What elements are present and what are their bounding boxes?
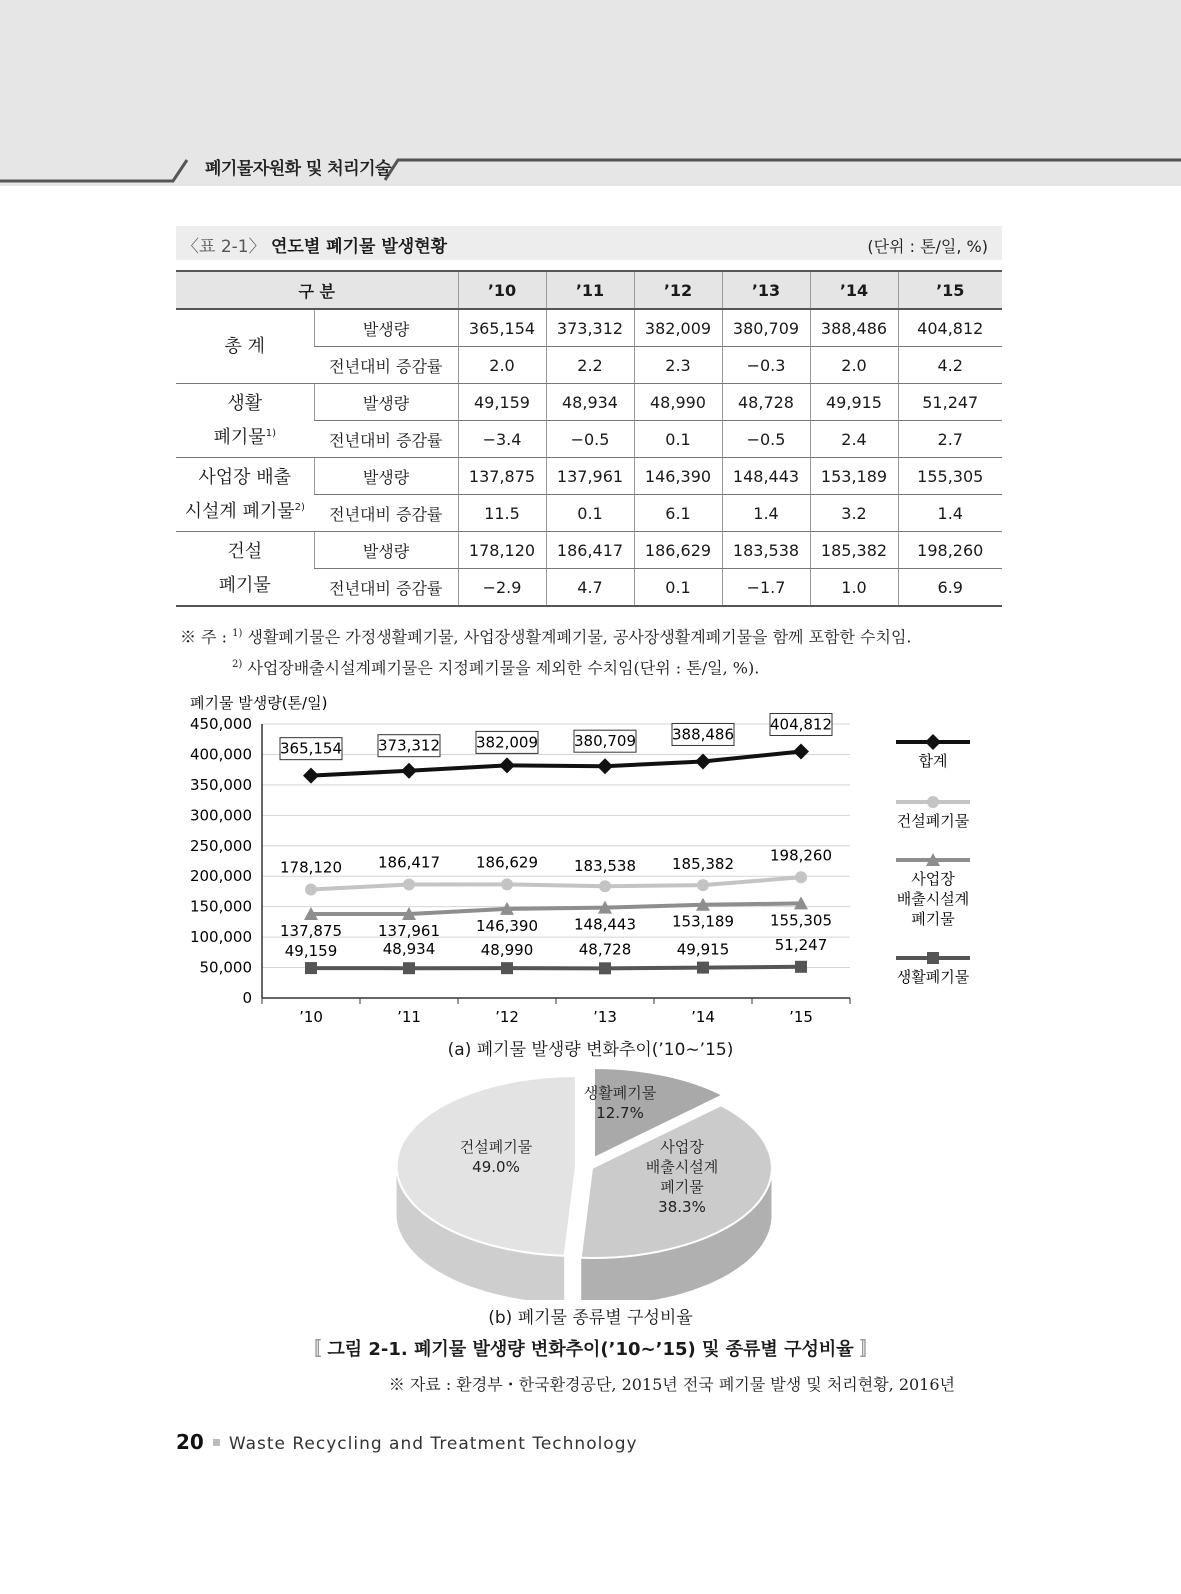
data-label: 178,120: [279, 858, 343, 877]
data-point: [305, 962, 317, 974]
line-chart: [176, 690, 1006, 1030]
row-category: 사업장 배출 시설계 폐기물$^{2)}$: [176, 458, 314, 532]
table-cell: 0.1: [634, 421, 722, 458]
table-cell: 2.3: [634, 347, 722, 384]
row-label: 전년대비 증감률: [314, 495, 458, 532]
legend-label: 배출시설계: [896, 890, 970, 908]
table-cell: −3.4: [458, 421, 546, 458]
table-cell: 6.9: [898, 569, 1002, 607]
data-label: 146,390: [475, 916, 539, 935]
row-label: 발생량: [314, 309, 458, 347]
x-tick-label: ’11: [397, 1008, 421, 1026]
data-label: 49,915: [676, 940, 730, 959]
table-cell: 146,390: [634, 458, 722, 495]
table-cell: 48,934: [546, 384, 634, 421]
data-label: 48,728: [578, 940, 632, 959]
data-label: 373,312: [377, 736, 441, 755]
data-point: [499, 757, 515, 773]
table-row: [176, 532, 1002, 569]
data-label: 51,247: [774, 935, 828, 954]
table-cell: 48,728: [722, 384, 810, 421]
data-point: [599, 880, 611, 892]
legend-marker: [927, 952, 939, 964]
data-label: 186,629: [475, 853, 539, 872]
data-point: [403, 878, 415, 890]
table-cell: 183,538: [722, 532, 810, 569]
data-label: 137,875: [279, 922, 343, 941]
note-1: ※ 주 : $^{1)}$ 생활폐기물은 가정생활폐기물, 사업장생활계폐기물, 공사장생활계폐기물을 함께 포함한 수치임.: [180, 627, 912, 647]
y-tick-label: 250,000: [189, 836, 252, 855]
data-label: 198,260: [769, 846, 833, 865]
table-cell: 178,120: [458, 532, 546, 569]
table-cell: 153,189: [810, 458, 898, 495]
legend-label: 건설폐기물: [896, 812, 970, 830]
pie-chart: [390, 1068, 790, 1300]
col-header-year: ’11: [546, 271, 634, 309]
y-tick-label: 0: [242, 989, 252, 1007]
data-label: 365,154: [279, 739, 343, 758]
table-cell: −0.3: [722, 347, 810, 384]
data-label: 186,417: [377, 853, 441, 872]
figure-title: 〚 그림 2-1. 폐기물 발생량 변화추이(’10∼’15) 및 종류별 구성비율 〛: [303, 1339, 878, 1360]
data-point: [795, 961, 807, 973]
table-cell: 1.0: [810, 569, 898, 607]
data-label: 49,159: [284, 942, 338, 961]
table-cell: 137,961: [546, 458, 634, 495]
row-category: 총 계: [176, 309, 314, 384]
data-point: [697, 962, 709, 974]
y-tick-label: 50,000: [199, 958, 252, 977]
pie-label: 38.3%: [658, 1198, 706, 1216]
data-label: 388,486: [671, 725, 735, 744]
caption-a: (a) 폐기물 발생량 변화추이(’10∼’15): [447, 1040, 734, 1060]
data-point: [795, 871, 807, 883]
pie-label: 폐기물: [660, 1178, 704, 1196]
x-tick-label: ’12: [495, 1008, 519, 1026]
note-2: $^{2)}$ 사업장배출시설계폐기물은 지정폐기물을 제외한 수치임(단위 : 톤/일, %).: [232, 658, 760, 678]
data-label: 153,189: [671, 912, 735, 931]
y-tick-label: 350,000: [189, 775, 252, 794]
col-header-year: ’12: [634, 271, 722, 309]
y-tick-label: 450,000: [189, 715, 252, 733]
data-label: 185,382: [671, 855, 735, 874]
table-cell: 11.5: [458, 495, 546, 532]
table-cell: 380,709: [722, 309, 810, 347]
table-cell: 2.2: [546, 347, 634, 384]
col-header-year: ’14: [810, 271, 898, 309]
table-cell: 1.4: [898, 495, 1002, 532]
y-tick-label: 100,000: [189, 928, 252, 947]
data-label: 48,990: [480, 941, 534, 960]
data-label: 155,305: [769, 911, 833, 930]
row-category: 생활 폐기물$^{1)}$: [176, 384, 314, 458]
data-point: [403, 962, 415, 974]
y-axis-title: 폐기물 발생량(톤/일): [190, 694, 328, 712]
table-row: [176, 458, 1002, 495]
y-tick-label: 300,000: [189, 806, 252, 825]
data-point: [793, 744, 809, 760]
data-label: 48,934: [382, 940, 436, 959]
pie-label: 생활폐기물: [583, 1084, 657, 1102]
data-label: 148,443: [573, 915, 637, 934]
x-tick-label: ’15: [789, 1008, 813, 1026]
pie-label: 사업장: [660, 1138, 704, 1156]
data-point: [597, 758, 613, 774]
data-point: [401, 763, 417, 779]
table-notes: [180, 620, 912, 683]
table-cell: 2.0: [810, 347, 898, 384]
table-cell: 388,486: [810, 309, 898, 347]
legend-label: 폐기물: [911, 910, 955, 928]
data-label: 404,812: [769, 715, 833, 734]
legend-marker: [927, 796, 939, 808]
data-label: 183,538: [573, 857, 637, 876]
row-label: 전년대비 증감률: [314, 421, 458, 458]
table-cell: 185,382: [810, 532, 898, 569]
y-tick-label: 150,000: [189, 897, 252, 916]
data-label: 137,961: [377, 921, 441, 940]
legend-label: 사업장: [911, 870, 955, 888]
table-cell: 2.4: [810, 421, 898, 458]
table-cell: 186,417: [546, 532, 634, 569]
data-label: 380,709: [573, 732, 637, 751]
table-cell: 373,312: [546, 309, 634, 347]
y-tick-label: 200,000: [189, 867, 252, 886]
legend-label: 합계: [918, 752, 948, 770]
running-header: 폐기물자원화 및 처리기술: [205, 159, 391, 179]
pie-label: 49.0%: [472, 1158, 520, 1176]
table-cell: −1.7: [722, 569, 810, 607]
table-row: [176, 309, 1002, 347]
table-cell: 3.2: [810, 495, 898, 532]
caption-b: (b) 폐기물 종류별 구성비율: [488, 1308, 693, 1328]
table-cell: 155,305: [898, 458, 1002, 495]
table-header-row: [176, 271, 1002, 309]
table-cell: 49,915: [810, 384, 898, 421]
table-cell: 4.2: [898, 347, 1002, 384]
table-cell: 4.7: [546, 569, 634, 607]
table-label: 〈표 2-1〉: [182, 237, 266, 257]
pie-label: 배출시설계: [645, 1158, 719, 1176]
table-cell: −2.9: [458, 569, 546, 607]
data-point: [501, 962, 513, 974]
page-footer: [176, 1430, 638, 1454]
row-label: 전년대비 증감률: [314, 569, 458, 607]
row-label: 전년대비 증감률: [314, 347, 458, 384]
col-header-year: ’15: [898, 271, 1002, 309]
table-cell: 137,875: [458, 458, 546, 495]
table-cell: 51,247: [898, 384, 1002, 421]
table-cell: 0.1: [546, 495, 634, 532]
table-cell: 2.7: [898, 421, 1002, 458]
table-unit: (단위 : 톤/일, %): [867, 237, 988, 256]
legend-marker: [925, 734, 941, 750]
table-cell: −0.5: [722, 421, 810, 458]
legend-label: 생활폐기물: [896, 968, 970, 986]
row-label: 발생량: [314, 384, 458, 421]
waste-table: [176, 270, 1002, 607]
table-cell: 1.4: [722, 495, 810, 532]
table-cell: 198,260: [898, 532, 1002, 569]
table-cell: 404,812: [898, 309, 1002, 347]
col-header-year: ’13: [722, 271, 810, 309]
table-cell: 365,154: [458, 309, 546, 347]
col-header-year: ’10: [458, 271, 546, 309]
footer-text: Waste Recycling and Treatment Technology: [228, 1434, 638, 1454]
series-line: [311, 877, 801, 889]
table-cell: 2.0: [458, 347, 546, 384]
header-rule: [0, 0, 1181, 190]
figure-source: ※ 자료 : 환경부・한국환경공단, 2015년 전국 폐기물 발생 및 처리현황, 2016년: [388, 1375, 955, 1394]
data-point: [697, 879, 709, 891]
table-cell: 48,990: [634, 384, 722, 421]
table-cell: 0.1: [634, 569, 722, 607]
table-caption: [182, 232, 447, 257]
data-point: [303, 768, 319, 784]
series-line: [311, 967, 801, 969]
table-cell: 49,159: [458, 384, 546, 421]
row-category: 건설 폐기물: [176, 532, 314, 607]
x-tick-label: ’14: [691, 1008, 715, 1026]
table-cell: 186,629: [634, 532, 722, 569]
x-tick-label: ’10: [299, 1008, 323, 1026]
data-point: [501, 878, 513, 890]
table-row: [176, 384, 1002, 421]
table-cell: 6.1: [634, 495, 722, 532]
table-cell: 382,009: [634, 309, 722, 347]
table-cell: −0.5: [546, 421, 634, 458]
row-label: 발생량: [314, 458, 458, 495]
row-label: 발생량: [314, 532, 458, 569]
data-point: [695, 753, 711, 769]
data-point: [305, 884, 317, 896]
y-tick-label: 400,000: [189, 745, 252, 764]
table-cell: 148,443: [722, 458, 810, 495]
table-title: 연도별 폐기물 발생현황: [271, 237, 448, 257]
pie-label: 건설폐기물: [459, 1138, 533, 1156]
data-label: 382,009: [475, 733, 539, 752]
footer-square-icon: [213, 1439, 220, 1446]
col-header-category: 구 분: [176, 271, 458, 309]
x-tick-label: ’13: [593, 1008, 617, 1026]
page-number: 20: [176, 1430, 204, 1454]
pie-label: 12.7%: [596, 1104, 644, 1122]
data-point: [599, 962, 611, 974]
